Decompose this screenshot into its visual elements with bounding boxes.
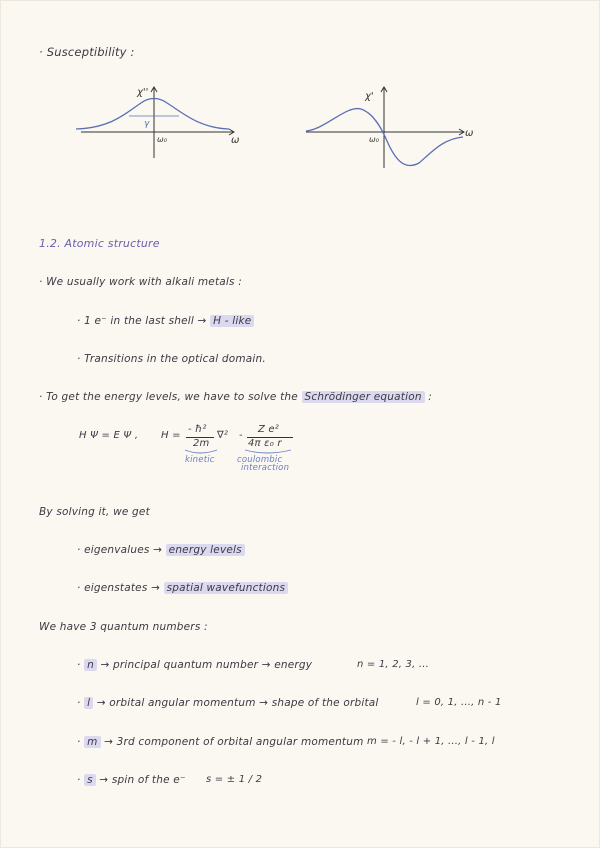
solving-text: By solving it, we get	[39, 506, 150, 518]
eigenstates-line	[77, 582, 288, 594]
eigenvalues-line	[77, 544, 245, 556]
left-omega0-label: ω₀	[157, 135, 167, 144]
schrodinger-highlight: Schrödinger equation	[302, 391, 425, 403]
bullet-optical-domain: · Transitions in the optical domain.	[77, 353, 266, 365]
n-symbol: n	[84, 659, 97, 671]
chi-prime-label: χ'	[365, 91, 374, 102]
coulomb-brace	[245, 450, 291, 453]
quantum-m-line: · m → 3rd component of orbital angular momentum	[77, 736, 364, 748]
energy-levels-line	[39, 391, 432, 403]
coulomb-numerator: Z e²	[258, 424, 279, 435]
coulombic-label: coulombic	[237, 455, 283, 465]
energy-levels-colon: :	[428, 391, 432, 403]
s-description: → spin of the e⁻	[99, 774, 186, 786]
wavefunctions-highlight: spatial wavefunctions	[164, 582, 289, 594]
interaction-label: interaction	[241, 463, 290, 473]
kinetic-brace	[185, 450, 217, 453]
m-symbol: m	[84, 736, 100, 748]
eigenvalues-text: · eigenvalues →	[77, 544, 163, 556]
quantum-numbers-intro: We have 3 quantum numbers :	[39, 621, 208, 633]
l-values: l = 0, 1, ..., n - 1	[416, 697, 502, 708]
s-symbol: s	[84, 774, 96, 786]
hamiltonian-label: H =	[161, 430, 181, 441]
kinetic-denominator: 2m	[193, 438, 210, 449]
chi-prime-graph	[301, 83, 481, 173]
chi-double-prime-label: χ''	[137, 87, 149, 98]
susceptibility-title: · Susceptibility :	[39, 45, 135, 59]
schrodinger-equation: H Ψ = E Ψ ,	[79, 430, 139, 441]
bullet-hydrogen-like-text: · 1 e⁻ in the last shell →	[77, 315, 207, 327]
bullet-hydrogen-like	[77, 315, 254, 327]
energy-levels-highlight: energy levels	[166, 544, 245, 556]
kinetic-label: kinetic	[185, 455, 215, 465]
hydrogen-like-highlight: H - like	[210, 315, 254, 327]
right-omega0-label: ω₀	[369, 135, 379, 144]
n-values: n = 1, 2, 3, ...	[357, 659, 429, 670]
coulomb-denominator: 4π ε₀ r	[248, 438, 282, 449]
quantum-n-line: · n → principal quantum number → energy	[77, 659, 313, 671]
left-omega-label: ω	[231, 135, 240, 146]
m-values: m = - l, - l + 1, ..., l - 1, l	[367, 736, 495, 747]
laplacian-symbol: ∇²	[217, 430, 229, 441]
kinetic-numerator: - ħ²	[188, 424, 207, 435]
minus-sign: -	[239, 430, 243, 441]
quantum-l-line: · l → orbital angular momentum → shape of the orbital	[77, 697, 379, 709]
right-omega-label: ω	[465, 128, 474, 139]
n-description: → principal quantum number → energy	[100, 659, 313, 671]
m-description: → 3rd component of orbital angular momentum	[104, 736, 364, 748]
chi-double-prime-graph	[71, 83, 251, 163]
l-symbol: l	[84, 697, 93, 709]
quantum-s-line: · s → spin of the e⁻	[77, 774, 186, 786]
section-heading: 1.2. Atomic structure	[39, 237, 160, 250]
eigenstates-text: · eigenstates →	[77, 582, 161, 594]
l-description: → orbital angular momentum → shape of the orbital	[96, 697, 379, 709]
alkali-intro: · We usually work with alkali metals :	[39, 276, 242, 288]
energy-levels-text: · To get the energy levels, we have to solve the	[39, 391, 298, 403]
lorentzian-curve	[76, 99, 229, 130]
s-values: s = ± 1 / 2	[206, 774, 263, 785]
gamma-label: γ	[144, 119, 150, 129]
